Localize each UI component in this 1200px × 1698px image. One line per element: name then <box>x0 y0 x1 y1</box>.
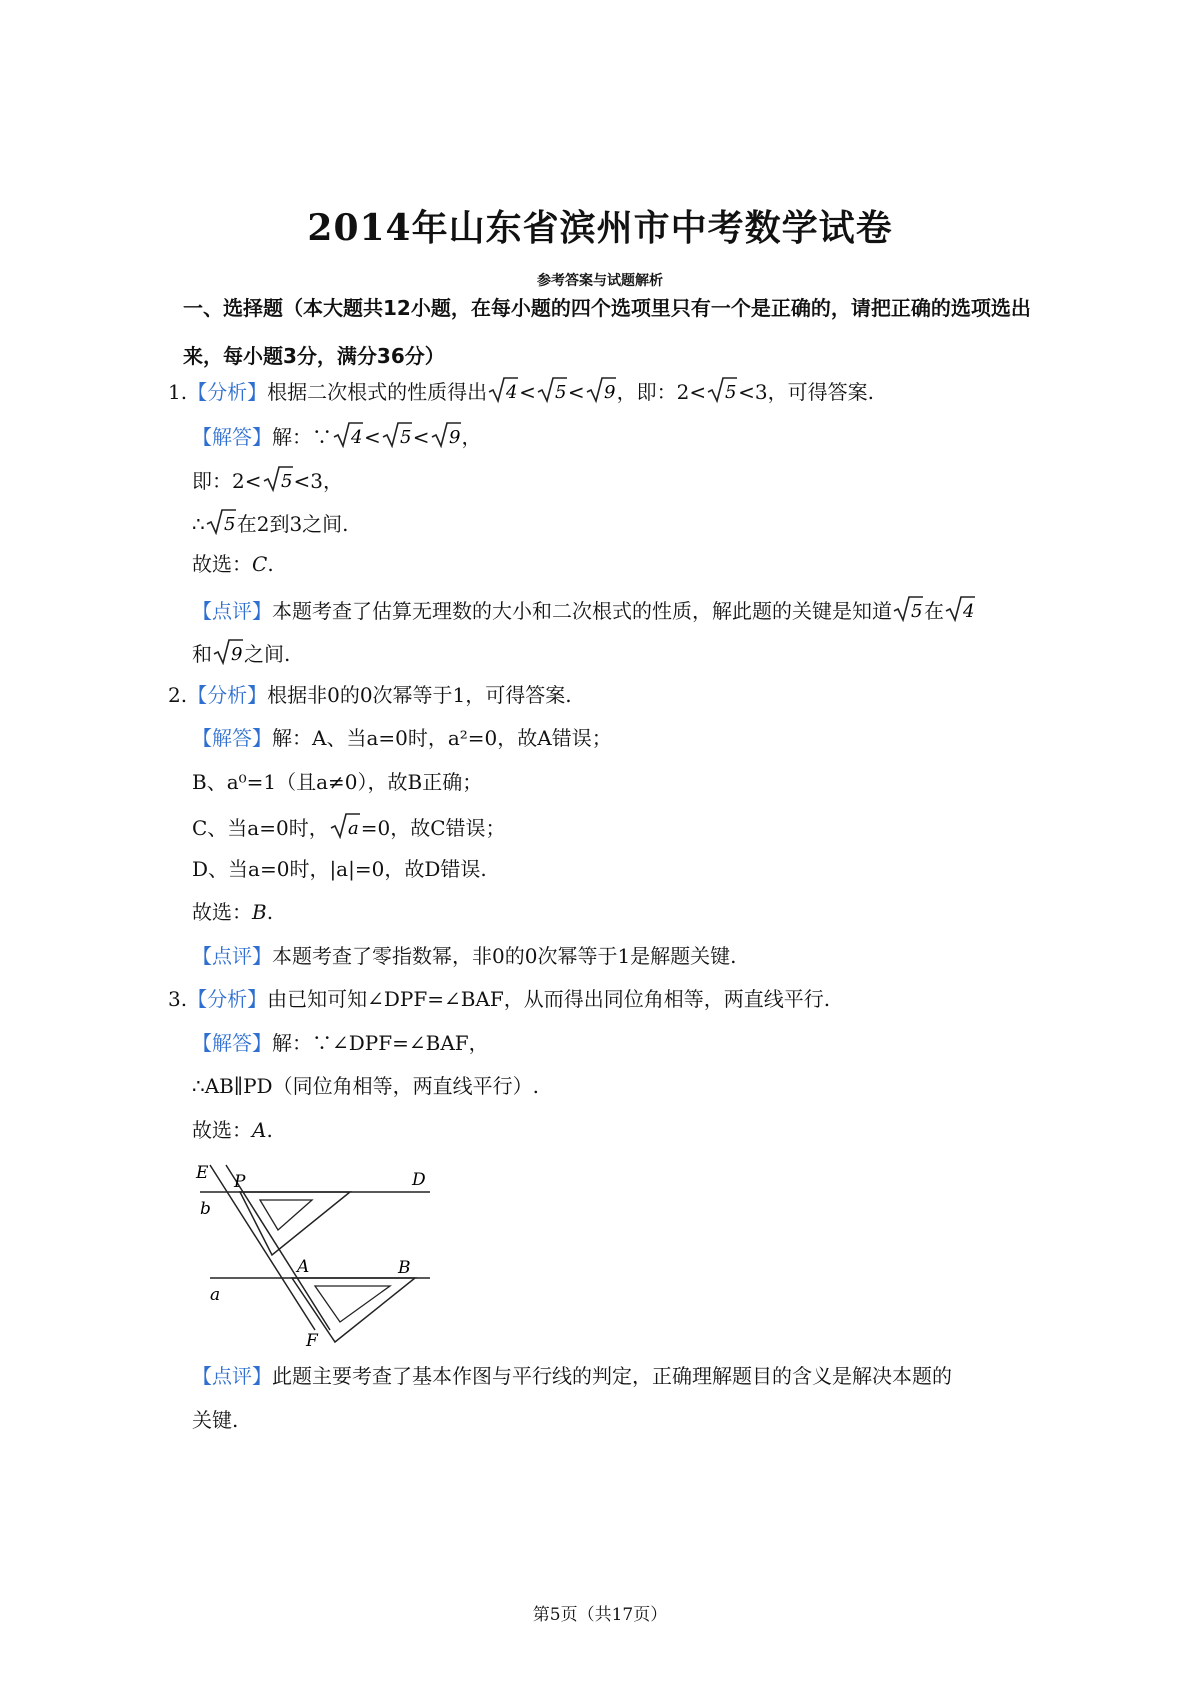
svg-text:4: 4 <box>963 601 975 622</box>
q1-step2-text: 即：2 <box>192 469 245 493</box>
svg-text:5: 5 <box>280 471 292 492</box>
q2-step1-text: 解：A、当a=0时，a²=0，故A错误； <box>272 726 612 750</box>
label-a: a <box>210 1285 221 1305</box>
sqrt-5-icon <box>205 507 237 542</box>
comment-tag: 【点评】 <box>192 944 272 968</box>
sqrt-a-icon <box>329 811 361 846</box>
q1-comment-l2-pre: 和 <box>192 642 212 666</box>
comment-tag: 【点评】 <box>192 1364 272 1388</box>
label-B: B <box>398 1258 411 1278</box>
comment-tag: 【点评】 <box>192 599 272 623</box>
therefore-symbol: ∴ <box>192 512 205 536</box>
svg-text:4: 4 <box>351 427 363 448</box>
q1-number: 1. <box>168 380 188 404</box>
q2-step2-line <box>192 768 482 796</box>
q2-comment-text: 本题考查了零指数幂，非0的0次幂等于1是解题关键. <box>272 944 737 968</box>
q1-choose-label: 故选： <box>192 552 252 576</box>
svg-text:9: 9 <box>231 644 243 665</box>
sqrt-4-icon <box>487 375 519 410</box>
q1-choice-value: C <box>252 552 268 576</box>
answer-tag: 【解答】 <box>192 425 272 449</box>
q2-step3-post: =0，故C错误； <box>360 816 506 840</box>
q3-comment-line2 <box>192 1406 238 1434</box>
q2-step3-line <box>192 811 506 846</box>
q3-analysis-text: 由已知可知∠DPF=∠BAF，从而得出同位角相等，两直线平行. <box>267 987 831 1011</box>
q2-number: 2. <box>168 683 188 707</box>
analysis-tag: 【分析】 <box>187 987 268 1011</box>
analysis-tag: 【分析】 <box>187 683 268 707</box>
q1-comment-mid: 在 <box>924 599 944 623</box>
q2-answer-line <box>192 724 612 752</box>
q1-answer-line: 【解答】解：∵ 4 < 5 < 9 ， <box>192 420 482 455</box>
q1-step3-line <box>192 507 349 542</box>
section-heading: 一、选择题（本大题共12小题，在每小题的四个选项里只有一个是正确的，请把正确的选项选出来，每小题3分，满分36分） <box>183 296 1031 368</box>
q3-comment-text: 此题主要考查了基本作图与平行线的判定，正确理解题目的含义是解决本题的 <box>272 1364 952 1388</box>
q3-choice-line: 故选：A. <box>192 1118 273 1142</box>
q1-step3-text: 在2到3之间. <box>236 512 349 536</box>
q3-choice-value: A <box>252 1118 267 1142</box>
q1-comment-line2 <box>192 637 290 672</box>
set-square-upper-inner <box>260 1200 312 1230</box>
svg-text:a: a <box>347 818 359 839</box>
q1-step2-line: 即：2< 5 <3， <box>192 464 343 499</box>
q2-step2-text: B、a⁰=1（且a≠0），故B正确； <box>192 770 483 794</box>
q3-step2-line <box>192 1072 539 1100</box>
sqrt-5-icon <box>892 594 924 629</box>
page-footer: 第5页（共17页） <box>532 1605 668 1625</box>
q3-comment-line <box>192 1362 952 1390</box>
set-square-upper <box>240 1192 350 1255</box>
svg-text:9: 9 <box>448 427 460 448</box>
sqrt-9-icon <box>585 375 617 410</box>
q1-choice-line: 故选：C. <box>192 552 274 576</box>
svg-text:5: 5 <box>725 382 737 403</box>
sqrt-9-icon <box>212 637 244 672</box>
page-title: 2014年山东省滨州市中考数学试卷 <box>307 207 893 249</box>
q3-number: 3. <box>168 987 188 1011</box>
q3-answer-line <box>192 1029 489 1057</box>
label-b: b <box>200 1199 211 1219</box>
q2-step3-pre: C、当a=0时， <box>192 816 329 840</box>
answer-tag: 【解答】 <box>192 1031 272 1055</box>
svg-text:9: 9 <box>603 382 616 403</box>
sqrt-4-icon <box>332 420 364 455</box>
q1-analysis-line: 1.【分析】根据二次根式的性质得出 4 < 5 < 9 ，即：2< 5 <3，可得答案. <box>168 375 874 410</box>
q1-answer-text: 解：∵ <box>272 425 332 449</box>
parallel-lines-figure <box>190 1160 440 1350</box>
q3-choose-label: 故选： <box>192 1118 252 1142</box>
q3-step1-text: 解：∵∠DPF=∠BAF， <box>272 1031 489 1055</box>
q2-choice-line: 故选：B. <box>192 900 274 924</box>
sqrt-5-icon <box>536 375 568 410</box>
q3-comment-text-2: 关键. <box>192 1408 239 1432</box>
q1-analysis-post: ，可得答案. <box>767 380 874 404</box>
sqrt-5-icon <box>262 464 294 499</box>
q2-step4-line <box>192 855 487 883</box>
q2-comment-line <box>192 942 737 970</box>
sqrt-5-icon <box>381 420 413 455</box>
q2-step4-text: D、当a=0时，|a|=0，故D错误. <box>192 857 487 881</box>
svg-text:5: 5 <box>554 382 567 403</box>
label-A: A <box>297 1257 310 1277</box>
sqrt-5-icon <box>706 375 738 410</box>
q2-choice-value: B <box>252 900 267 924</box>
q3-analysis-line <box>168 985 830 1013</box>
q1-analysis-text: 根据二次根式的性质得出 <box>267 380 488 404</box>
analysis-tag: 【分析】 <box>187 380 268 404</box>
sqrt-4-icon <box>944 594 976 629</box>
q1-comment-l2-post: 之间. <box>244 642 291 666</box>
q1-comment-line <box>192 594 976 629</box>
svg-text:5: 5 <box>399 427 412 448</box>
label-P: P <box>234 1172 246 1192</box>
q2-choose-label: 故选： <box>192 900 252 924</box>
answer-tag: 【解答】 <box>192 726 272 750</box>
q2-analysis-text: 根据非0的0次幂等于1，可得答案. <box>267 683 572 707</box>
sqrt-9-icon <box>430 420 462 455</box>
label-F: F <box>306 1331 318 1350</box>
label-E: E <box>196 1163 209 1183</box>
q1-analysis-mid: ，即：2 <box>616 380 690 404</box>
svg-text:5: 5 <box>911 601 923 622</box>
q2-analysis-line <box>168 681 572 709</box>
svg-text:4: 4 <box>506 382 518 403</box>
svg-text:5: 5 <box>223 514 236 535</box>
q1-comment-text: 本题考查了估算无理数的大小和二次根式的性质，解此题的关键是知道 <box>272 599 892 623</box>
set-square-lower-inner <box>315 1286 390 1322</box>
label-D: D <box>412 1170 426 1190</box>
q3-step2-text: ∴AB∥PD（同位角相等，两直线平行）. <box>192 1074 539 1098</box>
page-subtitle: 参考答案与试题解析 <box>537 273 663 289</box>
ruler-edge-1 <box>210 1165 315 1330</box>
